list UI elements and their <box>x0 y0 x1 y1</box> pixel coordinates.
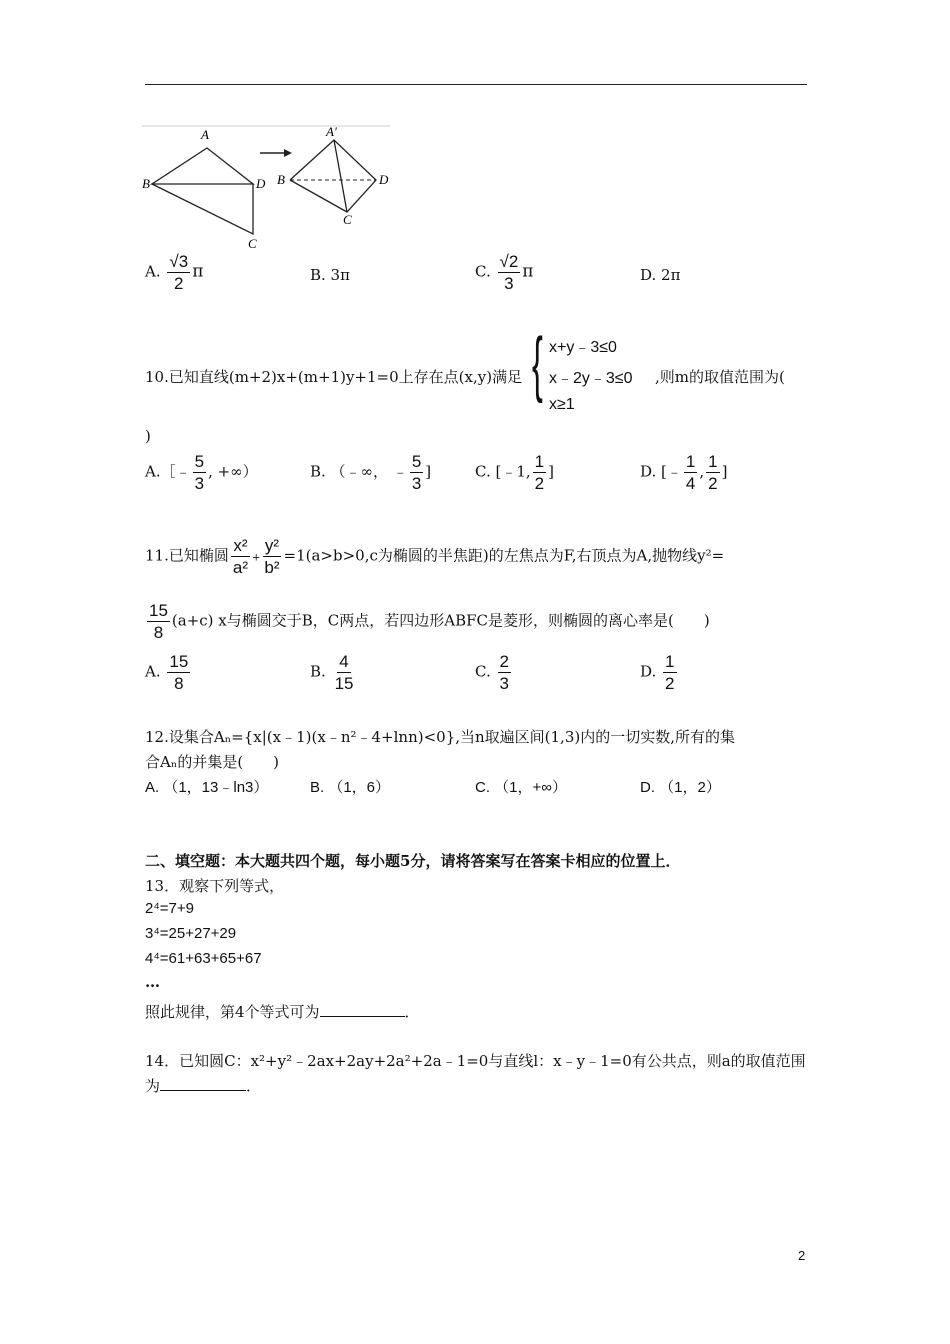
q12-option-b: B. （1，6） <box>310 779 391 796</box>
section-heading: 二、填空题：本大题共四个题，每小题5分，请将答案写在答案卡相应的位置上． <box>145 852 681 870</box>
q13-equation-3: 4⁴=61+63+65+67 <box>145 950 262 967</box>
fraction: $\frac{4}{15}$ <box>334 652 354 693</box>
fraction: $\frac{15}{8}$ <box>149 601 168 642</box>
q9-option-b: B. 3π <box>310 266 350 284</box>
answer-blank[interactable] <box>320 1002 405 1017</box>
q11-option-d: D. $\frac{1}{2}$ <box>640 652 675 693</box>
label-b: B <box>142 176 150 191</box>
triangle-bcd <box>152 184 253 234</box>
arrow-head-icon <box>284 149 292 157</box>
q13-equation-1: 2⁴=7+9 <box>145 900 194 917</box>
label-c: C <box>248 236 257 251</box>
q13-title: 13．观察下列等式， <box>145 877 285 895</box>
q9-option-a: A. $\frac{√3}{2}$ π <box>145 252 204 293</box>
fraction: $\frac{\text{x²}}{\text{a²}}$ <box>232 536 248 577</box>
q11-line2: $\frac{15}{8}$ (a+c) x与椭圆交于B，C两点，若四边形ABFC是菱形，则椭圆的离心率是( ) <box>149 601 710 642</box>
q10-inequality-1: x+y﹣3≤0 <box>549 339 617 356</box>
q11-option-c: C. $\frac{2}{3}$ <box>475 652 509 693</box>
fraction: $\frac{5}{3}$ <box>194 452 205 493</box>
fraction: $\frac{1}{2}$ <box>708 452 718 493</box>
q13-equation-2: 3⁴=25+27+29 <box>145 925 237 942</box>
q13-ellipsis: … <box>145 973 160 991</box>
fraction: $\frac{1}{4}$ <box>685 452 696 493</box>
q10-close: ) <box>145 427 151 445</box>
fraction: $\frac{1}{2}$ <box>665 652 675 693</box>
q10-option-d: D. [﹣ $\frac{1}{4}$ , $\frac{1}{2}$ ] <box>640 452 728 493</box>
q10-inequality-2: x﹣2y﹣3≤0 <box>549 370 633 387</box>
q10-prefix: 10.已知直线(m+2)x+(m+1)y+1=0上存在点(x,y)满足 <box>145 368 523 386</box>
q12-option-a: A. （1，13﹣ln3） <box>145 779 269 796</box>
fraction: $\frac{\text{y²}}{\text{b²}}$ <box>264 536 280 577</box>
answer-blank[interactable] <box>160 1076 246 1091</box>
label-c2: C <box>343 212 352 227</box>
q10-option-c: C. [﹣1, $\frac{1}{2}$ ] <box>475 452 554 493</box>
label-a-prime: A′ <box>326 124 337 139</box>
fraction: $\frac{2}{3}$ <box>499 652 509 693</box>
q10-option-a: A.［﹣ $\frac{5}{3}$ , +∞） <box>145 452 258 493</box>
q13-prompt: 照此规律，第4个等式可为 ． <box>145 1003 420 1021</box>
fraction: $\frac{1}{2}$ <box>534 452 545 493</box>
q9-option-d: D. 2π <box>640 266 681 284</box>
fraction: $\frac{√3}{2}$ <box>169 252 189 293</box>
label-b2: B <box>277 172 285 187</box>
label-d2: D <box>379 172 389 187</box>
q12-option-c: C. （1，+∞） <box>475 779 567 796</box>
q10-inequality-3: x≥1 <box>549 396 575 413</box>
header-rule <box>145 84 807 85</box>
q10-option-b: B. （﹣∞， ﹣ $\frac{5}{3}$ ] <box>310 452 432 493</box>
q12-line2: 合Aₙ的并集是( ) <box>145 753 280 771</box>
fraction: $\frac{√2}{3}$ <box>499 252 519 293</box>
geometry-figure <box>140 122 396 254</box>
q9-option-c: C. $\frac{√2}{3}$ π <box>475 252 534 293</box>
page-number: 2 <box>798 1248 806 1263</box>
q11-option-b: B. $\frac{4}{15}$ <box>310 652 354 693</box>
label-d: D <box>256 176 266 191</box>
q12-line1: 12.设集合Aₙ={x|(x﹣1)(x﹣n²﹣4+lnn)<0},当n取遍区间(1,3)内的一切实数,所有的集 <box>145 728 735 746</box>
tetrahedron-outline <box>290 140 376 212</box>
q12-option-d: D. （1，2） <box>640 779 721 796</box>
label-a: A <box>201 127 209 142</box>
fraction: $\frac{5}{3}$ <box>411 452 422 493</box>
q14-line1: 14．已知圆C：x²+y²﹣2ax+2ay+2a²+2a﹣1=0与直线l：x﹣y﹣1=0有公共点，则a的取值范围 <box>145 1052 806 1070</box>
fraction: $\frac{15}{8}$ <box>169 652 189 693</box>
system-brace: { <box>532 324 543 404</box>
q10-suffix: ,则m的取值范围为( <box>655 368 785 386</box>
q14-line2: 为 ． <box>145 1077 262 1095</box>
q11-line1: 11.已知椭圆 $\frac{\text{x²}}{\text{a²}}$ + $\frac{\text{y²}}{\text{b²}}$ =1(a>b>0,c为椭圆的半焦距)的左焦点为F,右顶点为A,抛物线y²= <box>145 536 725 577</box>
q11-option-a: A. $\frac{15}{8}$ <box>145 652 189 693</box>
triangle-abd <box>152 148 253 184</box>
